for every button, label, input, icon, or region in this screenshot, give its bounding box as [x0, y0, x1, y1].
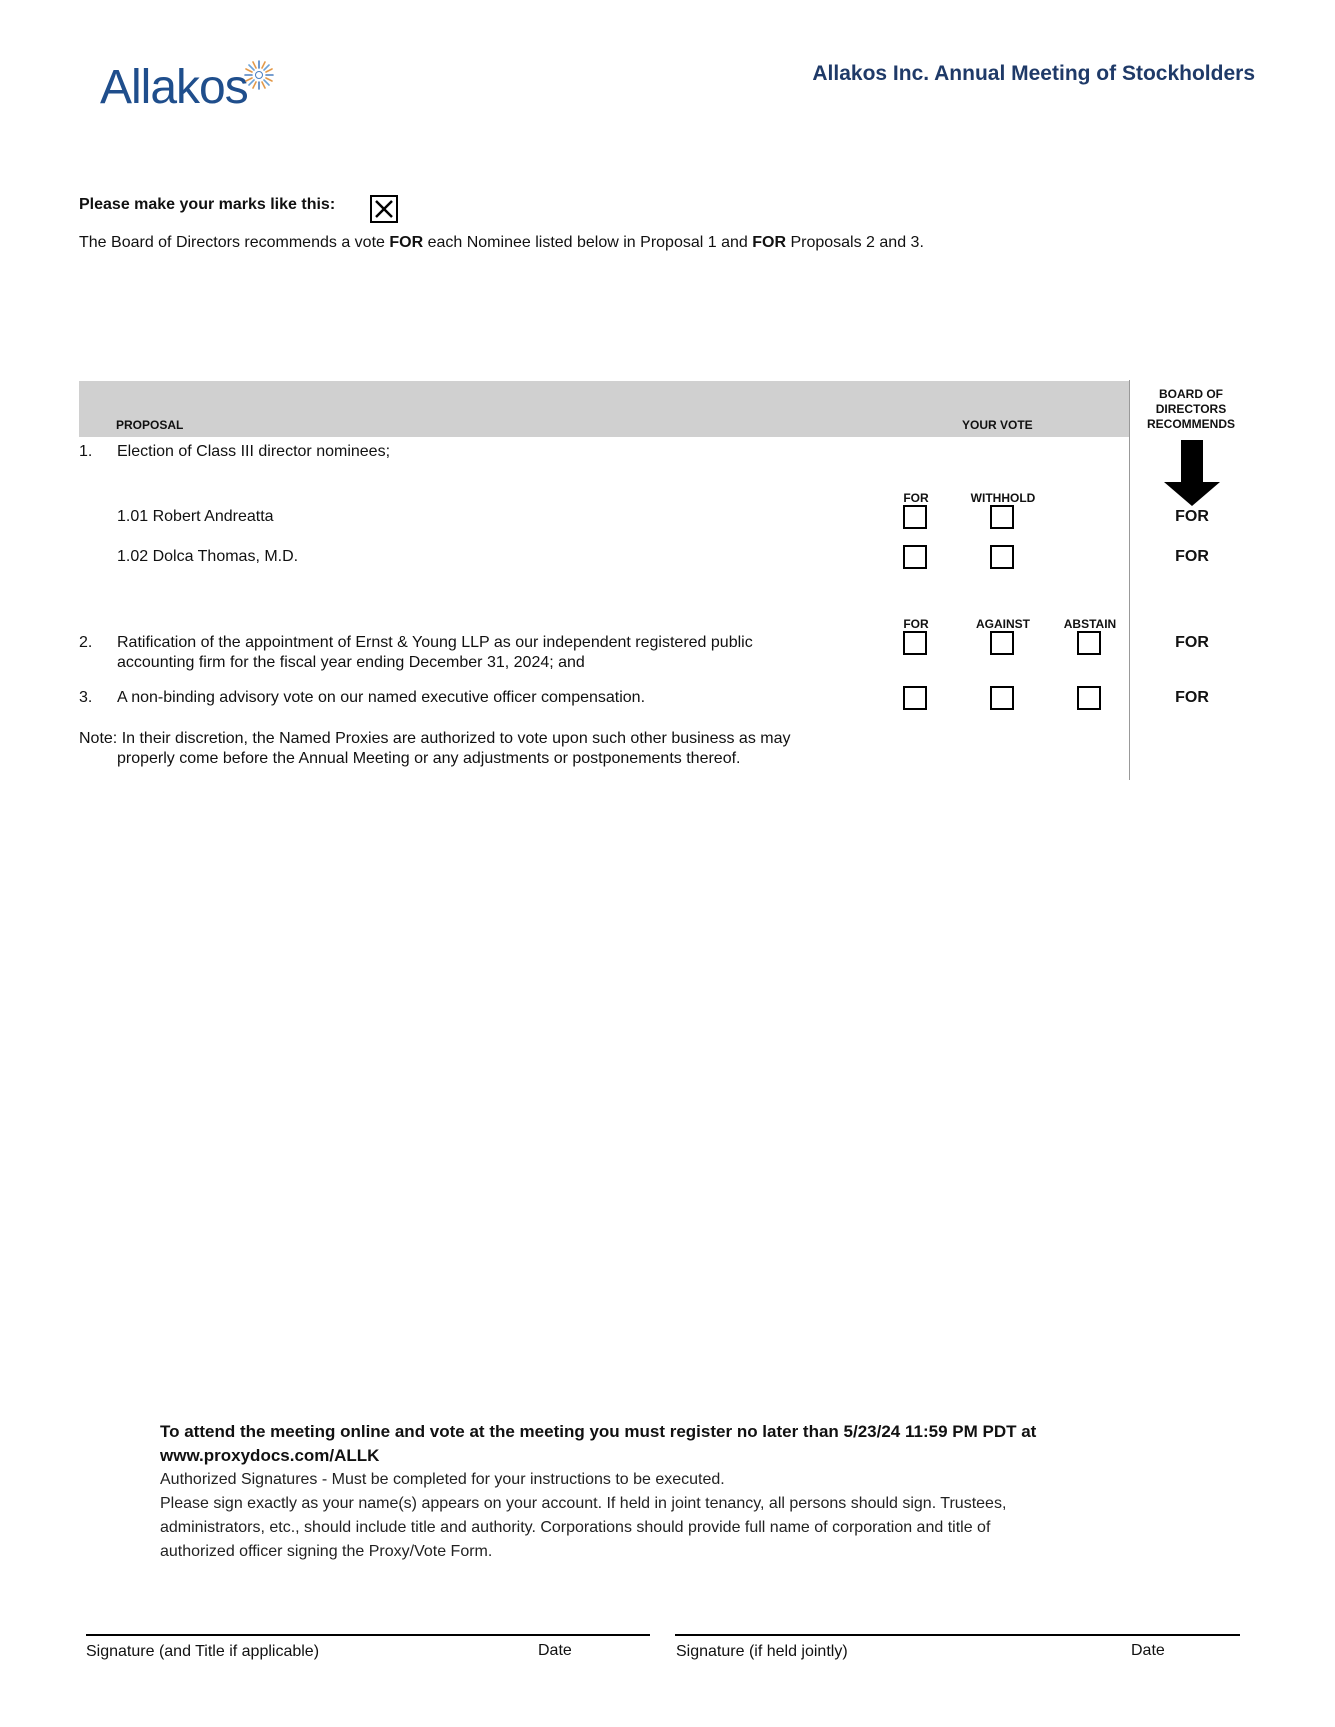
nominee-2-withhold-checkbox[interactable]	[990, 545, 1014, 569]
register-line1: To attend the meeting online and vote at the meeting you must register no later than 5/23/24 11:59 PM PDT at	[160, 1422, 1037, 1441]
down-arrow-icon	[1164, 440, 1220, 506]
col-for-header: FOR	[903, 491, 929, 505]
nominee-2-recommendation: FOR	[1175, 548, 1209, 565]
proposal-3-against-checkbox[interactable]	[990, 686, 1014, 710]
col-against-header: AGAINST	[976, 617, 1030, 631]
proposal-2-text-line1: Ratification of the appointment of Ernst & Young LLP as our independent registered public	[117, 634, 753, 651]
proposal-header: PROPOSAL	[116, 418, 184, 432]
col-abstain-header: ABSTAIN	[1063, 617, 1117, 631]
proposal-3-text: A non-binding advisory vote on our named executive officer compensation.	[117, 689, 646, 706]
marks-instruction: Please make your marks like this:	[79, 196, 336, 213]
proposal-2-text-line2: accounting firm for the fiscal year ending December 31, 2024; and	[117, 654, 585, 671]
proposal-3-recommendation: FOR	[1175, 689, 1209, 706]
proposal-1-number: 1.	[79, 443, 93, 460]
signature-2-label: Signature (if held jointly)	[676, 1643, 848, 1660]
signature-line-2[interactable]	[675, 1634, 1240, 1636]
nominee-1-withhold-checkbox[interactable]	[990, 505, 1014, 529]
proposal-1-text: Election of Class III director nominees;	[117, 443, 391, 460]
nominee-1-label: 1.01 Robert Andreatta	[117, 508, 274, 525]
sunburst-logo-icon	[244, 60, 274, 90]
date-2-label: Date	[1131, 1642, 1165, 1659]
nominee-1-recommendation: FOR	[1175, 508, 1209, 525]
proposal-2-recommendation: FOR	[1175, 634, 1209, 651]
proposal-2-for-checkbox[interactable]	[903, 631, 927, 655]
signature-line-1[interactable]	[86, 1634, 650, 1636]
nominee-1-for-checkbox[interactable]	[903, 505, 927, 529]
column-divider	[1129, 380, 1130, 780]
note-line1: Note: In their discretion, the Named Proxies are authorized to vote upon such other business as may	[79, 730, 791, 747]
x-mark-icon	[372, 197, 396, 221]
col-for-header-2: FOR	[903, 617, 929, 631]
your-vote-header: YOUR VOTE	[962, 418, 1033, 432]
register-url[interactable]: www.proxydocs.com/ALLK	[160, 1446, 380, 1465]
sign-instructions-line3: authorized officer signing the Proxy/Vote Form.	[160, 1543, 493, 1560]
date-1-label: Date	[538, 1642, 572, 1659]
proposal-2-abstain-checkbox[interactable]	[1077, 631, 1101, 655]
nominee-2-label: 1.02 Dolca Thomas, M.D.	[117, 548, 299, 565]
authorized-signatures-note: Authorized Signatures - Must be completed for your instructions to be executed.	[160, 1471, 725, 1488]
proposal-2-against-checkbox[interactable]	[990, 631, 1014, 655]
note-line2: properly come before the Annual Meeting or any adjustments or postponements thereof.	[117, 750, 741, 767]
company-logo-text: Allakos	[100, 61, 248, 114]
signature-1-label: Signature (and Title if applicable)	[86, 1643, 320, 1660]
board-recommends-header: BOARD OF DIRECTORS RECOMMENDS	[1146, 387, 1235, 431]
proposal-2-number: 2.	[79, 634, 93, 651]
board-recommendation-text: The Board of Directors recommends a vote FOR each Nominee listed below in Proposal 1 and FOR Proposals 2 and 3.	[79, 234, 924, 251]
sign-instructions-line1: Please sign exactly as your name(s) appears on your account. If held in joint tenancy, all persons should sign. Trustees,	[160, 1495, 1007, 1512]
proposal-3-abstain-checkbox[interactable]	[1077, 686, 1101, 710]
meeting-title: Allakos Inc. Annual Meeting of Stockholders	[812, 62, 1255, 85]
sign-instructions-line2: administrators, etc., should include title and authority. Corporations should provide full name of corporation and title of	[160, 1519, 991, 1536]
proposal-3-for-checkbox[interactable]	[903, 686, 927, 710]
col-withhold-header: WITHHOLD	[970, 491, 1036, 505]
proposal-3-number: 3.	[79, 689, 93, 706]
signature-instructions	[160, 1420, 1140, 1564]
nominee-2-for-checkbox[interactable]	[903, 545, 927, 569]
mark-example-box	[370, 195, 398, 223]
